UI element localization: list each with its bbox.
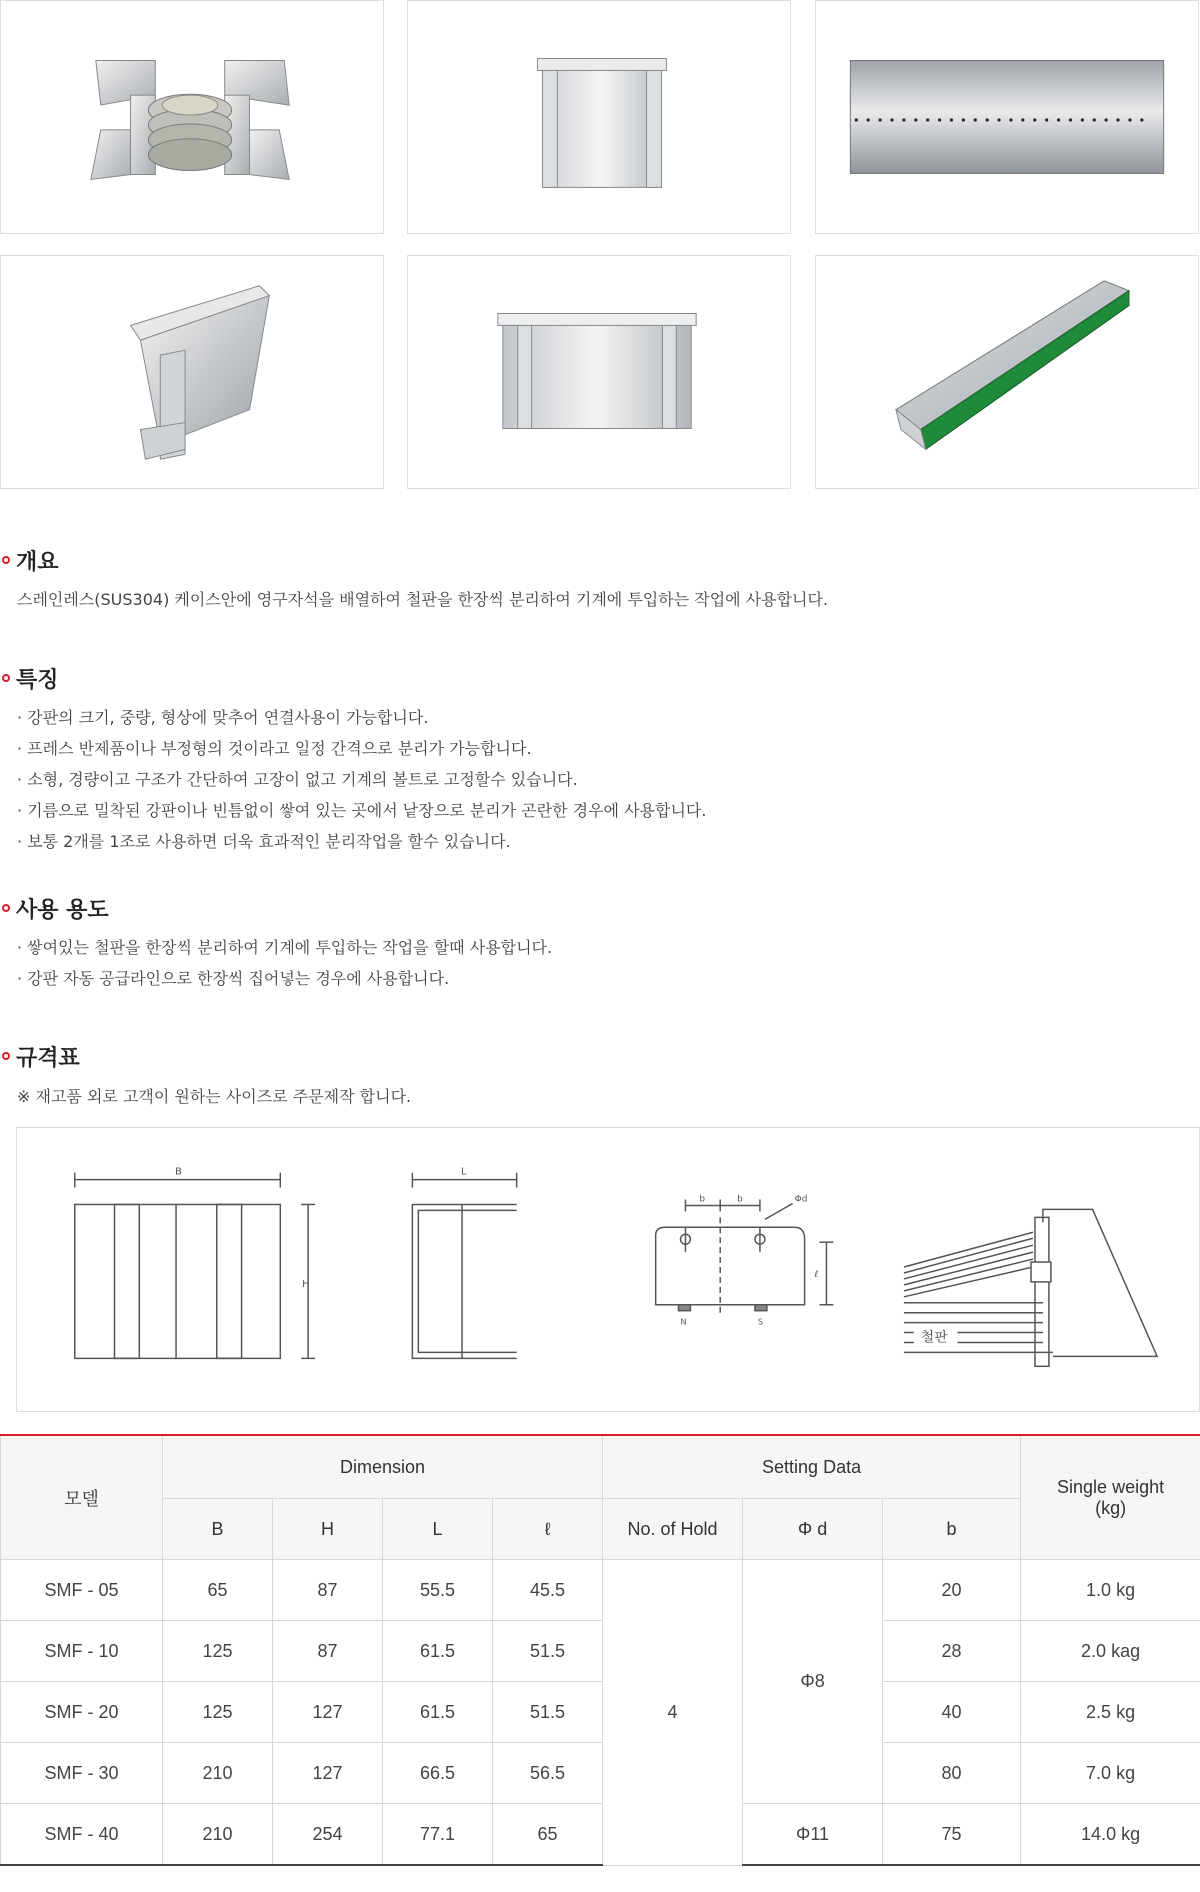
cell-hold: 4 xyxy=(603,1560,743,1866)
overview-heading xyxy=(0,545,59,575)
cell-h: 87 xyxy=(273,1621,383,1682)
cell-model: SMF - 40 xyxy=(1,1804,163,1866)
col-header-l: L xyxy=(383,1499,493,1560)
usage-title: 사용 용도 xyxy=(16,897,109,923)
features-heading xyxy=(0,663,59,693)
cell-h: 127 xyxy=(273,1743,383,1804)
usage-diagram xyxy=(904,1209,1157,1366)
circle-bullet-icon xyxy=(2,904,10,912)
cell-phid: Φ8 xyxy=(743,1560,883,1804)
cell-ell: 51.5 xyxy=(493,1682,603,1743)
spec-note: ※ 재고품 외로 고객이 원하는 사이즈로 주문제작 합니다. xyxy=(17,1087,412,1106)
feature-item: · 보통 2개를 1조로 사용하면 더욱 효과적인 분리작업을 할수 있습니다. xyxy=(17,832,511,851)
circle-bullet-icon xyxy=(2,556,10,564)
side-view xyxy=(412,1167,516,1359)
separator-with-magnets-image xyxy=(1,1,383,233)
table-row xyxy=(1,1682,1200,1743)
col-header-weight: Single weight (kg) xyxy=(1021,1435,1200,1560)
feature-item: · 소형, 경량이고 구조가 간단하여 고장이 없고 기계의 볼트로 고정할수 있습니다. xyxy=(17,770,578,789)
cell-l: 61.5 xyxy=(383,1621,493,1682)
overview-text: 스레인레스(SUS304) 케이스안에 영구자석을 배열하여 철판을 한장씩 분리하여 기계에 투입하는 작업에 사용합니다. xyxy=(17,590,829,609)
cell-h: 127 xyxy=(273,1682,383,1743)
spec-table xyxy=(0,1434,1200,1866)
features-section xyxy=(0,663,1200,853)
product-photo-4[interactable] xyxy=(0,255,384,489)
cell-model: SMF - 10 xyxy=(1,1621,163,1682)
cell-sb: 80 xyxy=(883,1743,1021,1804)
table-row xyxy=(1,1804,1200,1866)
cell-sb: 20 xyxy=(883,1560,1021,1621)
drawing-label-s: S xyxy=(757,1317,763,1327)
drawing-label-plate: 철판 xyxy=(920,1329,948,1346)
product-photo-5[interactable] xyxy=(407,255,791,489)
cell-sb: 75 xyxy=(883,1804,1021,1866)
cell-weight: 7.0 kg xyxy=(1021,1743,1200,1804)
feature-item: · 강판의 크기, 중량, 형상에 맞추어 연결사용이 가능합니다. xyxy=(17,708,429,727)
drawing-label-l: L xyxy=(461,1166,467,1178)
drawing-label-b1: b xyxy=(699,1194,706,1205)
usage-heading xyxy=(0,893,109,923)
usage-section xyxy=(0,893,1200,993)
col-header-hold: No. of Hold xyxy=(603,1499,743,1560)
feature-item: · 프레스 반제품이나 부정형의 것이라고 일정 간격으로 분리가 가능합니다. xyxy=(17,739,532,758)
table-row xyxy=(1,1743,1200,1804)
spec-title: 규격표 xyxy=(16,1045,80,1071)
cell-sb: 28 xyxy=(883,1621,1021,1682)
col-header-model: 모델 xyxy=(1,1435,163,1560)
dimension-drawing-svg xyxy=(17,1128,1199,1411)
features-title: 특징 xyxy=(16,667,59,693)
col-header-phid: Φ d xyxy=(743,1499,883,1560)
col-header-dimension: Dimension xyxy=(163,1435,603,1499)
cell-sb: 40 xyxy=(883,1682,1021,1743)
cell-l: 55.5 xyxy=(383,1560,493,1621)
overview-title: 개요 xyxy=(16,549,59,575)
feature-item: · 기름으로 밀착된 강판이나 빈틈없이 쌓여 있는 곳에서 낱장으로 분리가 곤란한 경우에 사용합니다. xyxy=(17,801,707,820)
drawing-label-h: H xyxy=(302,1278,310,1290)
table-row xyxy=(1,1621,1200,1682)
col-header-ell: ℓ xyxy=(493,1499,603,1560)
cell-weight: 2.5 kg xyxy=(1021,1682,1200,1743)
box-separator-front-image xyxy=(408,1,790,233)
usage-item: · 쌓여있는 철판을 한장씩 분리하여 기계에 투입하는 작업을 할때 사용합니다. xyxy=(17,938,553,957)
col-header-b: B xyxy=(163,1499,273,1560)
cell-ell: 56.5 xyxy=(493,1743,603,1804)
long-plate-separator-image xyxy=(816,1,1198,233)
cell-model: SMF - 30 xyxy=(1,1743,163,1804)
circle-bullet-icon xyxy=(2,674,10,682)
cell-b: 65 xyxy=(163,1560,273,1621)
col-header-setting: Setting Data xyxy=(603,1435,1021,1499)
cell-h: 254 xyxy=(273,1804,383,1866)
hole-view xyxy=(656,1194,834,1326)
cell-b: 210 xyxy=(163,1743,273,1804)
cell-b: 210 xyxy=(163,1804,273,1866)
table-row xyxy=(1,1560,1200,1621)
spec-section xyxy=(0,1041,1200,1111)
cell-ell: 65 xyxy=(493,1804,603,1866)
cell-l: 77.1 xyxy=(383,1804,493,1866)
cell-weight: 1.0 kg xyxy=(1021,1560,1200,1621)
product-photo-3[interactable] xyxy=(815,0,1199,234)
product-photo-1[interactable] xyxy=(0,0,384,234)
cell-ell: 51.5 xyxy=(493,1621,603,1682)
cell-h: 87 xyxy=(273,1560,383,1621)
drawing-label-b2: b xyxy=(737,1194,743,1205)
front-view xyxy=(75,1167,315,1359)
cell-b: 125 xyxy=(163,1621,273,1682)
cell-model: SMF - 20 xyxy=(1,1682,163,1743)
drawing-label-phid: Φd xyxy=(794,1194,808,1205)
col-header-sb: b xyxy=(883,1499,1021,1560)
rail-separator-image xyxy=(816,256,1198,488)
cell-ell: 45.5 xyxy=(493,1560,603,1621)
drawing-label-n: N xyxy=(680,1317,687,1327)
cell-model: SMF - 05 xyxy=(1,1560,163,1621)
product-gallery xyxy=(0,0,1200,490)
wide-box-separator-image xyxy=(408,256,790,488)
cell-b: 125 xyxy=(163,1682,273,1743)
spec-heading xyxy=(0,1041,80,1071)
cell-phid: Φ11 xyxy=(743,1804,883,1866)
angled-separator-image xyxy=(1,256,383,488)
usage-item: · 강판 자동 공급라인으로 한장씩 집어넣는 경우에 사용합니다. xyxy=(17,969,450,988)
circle-bullet-icon xyxy=(2,1052,10,1060)
overview-section xyxy=(0,545,1200,615)
cell-l: 66.5 xyxy=(383,1743,493,1804)
technical-drawing xyxy=(16,1127,1200,1412)
col-header-h: H xyxy=(273,1499,383,1560)
drawing-label-ell: ℓ xyxy=(814,1269,819,1280)
product-photo-6[interactable] xyxy=(815,255,1199,489)
cell-weight: 2.0 kag xyxy=(1021,1621,1200,1682)
drawing-label-b: B xyxy=(175,1166,182,1178)
cell-l: 61.5 xyxy=(383,1682,493,1743)
cell-weight: 14.0 kg xyxy=(1021,1804,1200,1866)
product-photo-2[interactable] xyxy=(407,0,791,234)
